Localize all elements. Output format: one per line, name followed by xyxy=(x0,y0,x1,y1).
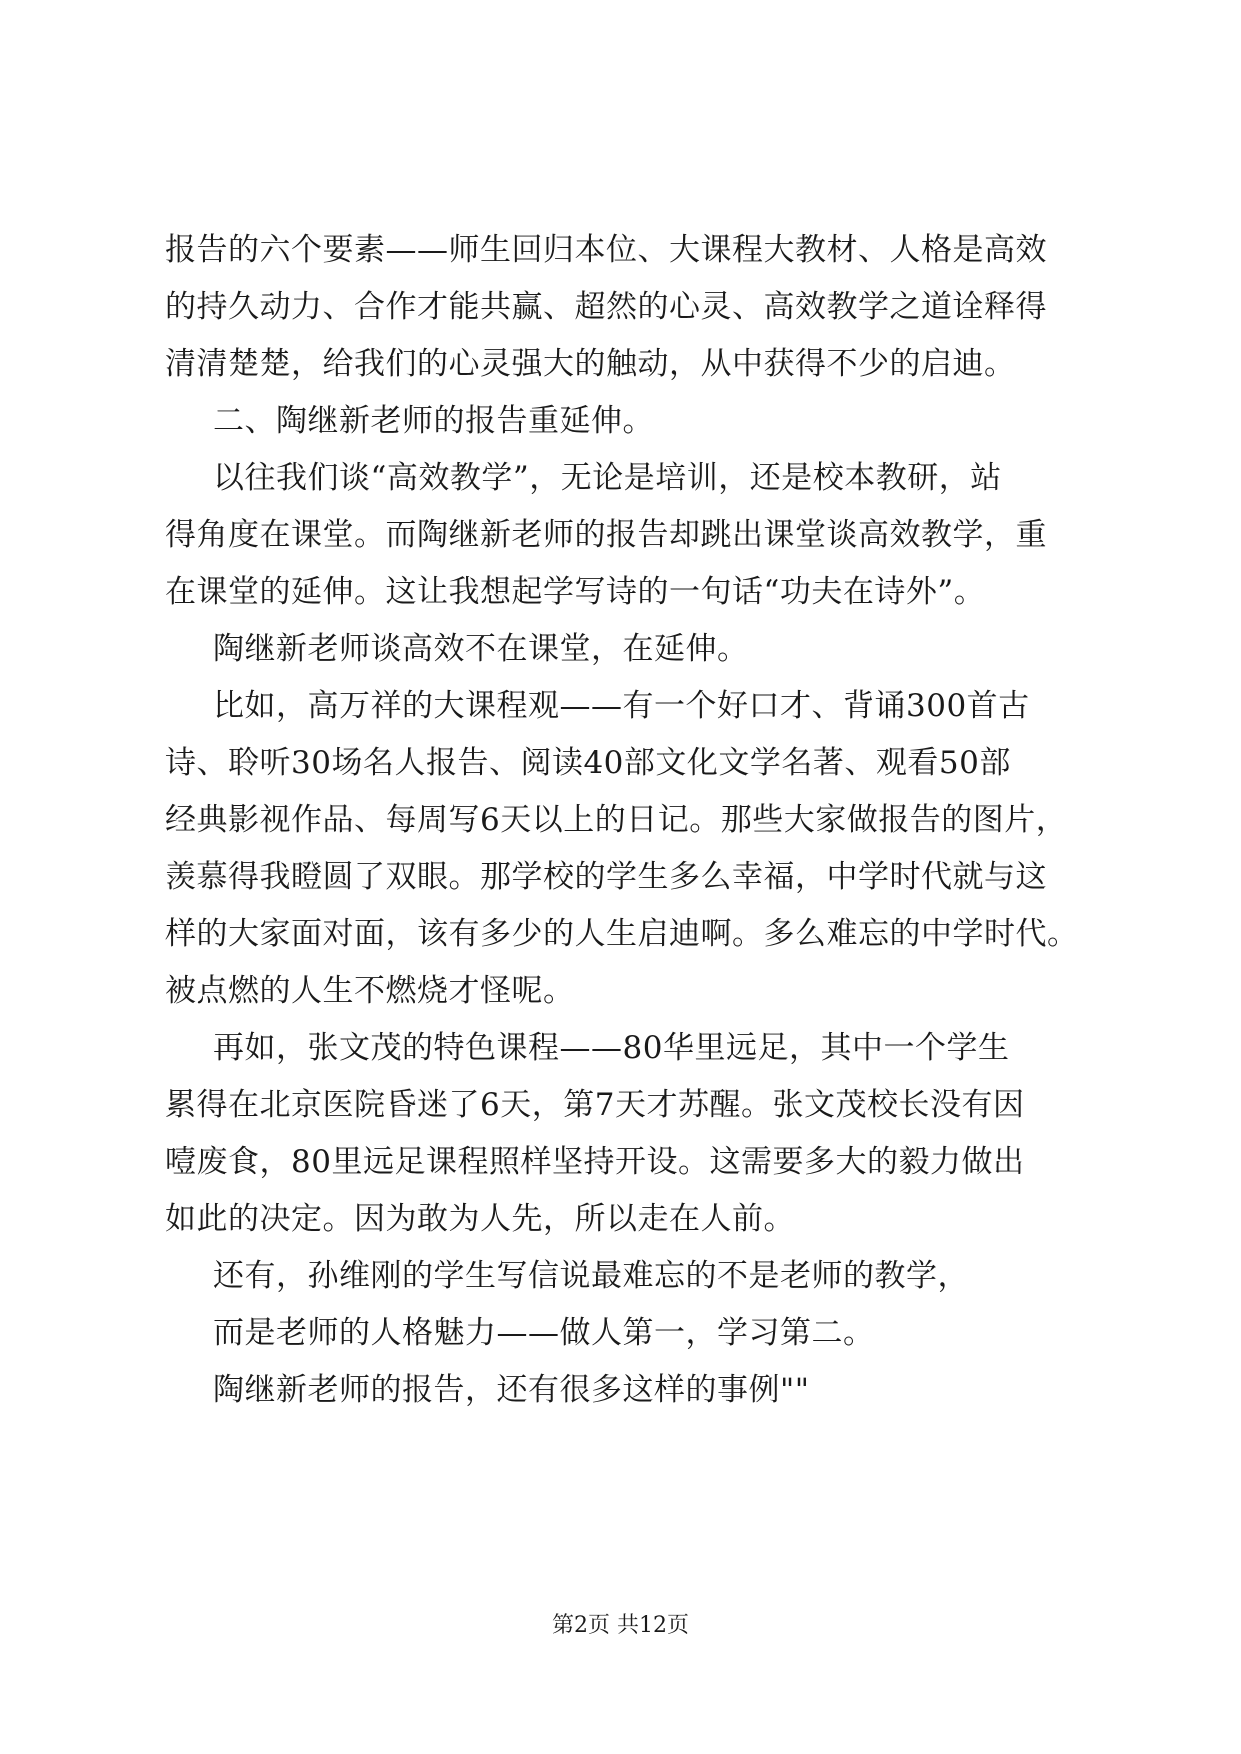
text-line-5: 以往我们谈“高效教学”，无论是培训，还是校本教研，站 xyxy=(213,460,1002,496)
text-line-11: 经典影视作品、每周写6天以上的日记。那些大家做报告的图片， xyxy=(165,802,1068,838)
text-line-1: 报告的六个要素——师生回归本位、大课程大教材、人格是高效 xyxy=(165,232,1047,268)
text-line-13: 样的大家面对面，该有多少的人生启迪啊。多么难忘的中学时代。 xyxy=(165,916,1079,952)
text-line-14: 被点燃的人生不燃烧才怪呢。 xyxy=(165,973,575,1009)
text-line-3: 清清楚楚，给我们的心灵强大的触动，从中获得不少的启迪。 xyxy=(165,346,1016,382)
page-number-footer: 第2页 共12页 xyxy=(552,1613,689,1638)
text-line-15: 再如，张文茂的特色课程——80华里远足，其中一个学生 xyxy=(213,1030,1010,1066)
text-line-7: 在课堂的延伸。这让我想起学写诗的一句话“功夫在诗外”。 xyxy=(165,574,986,610)
text-line-12: 羡慕得我瞪圆了双眼。那学校的学生多么幸福，中学时代就与这 xyxy=(165,859,1047,895)
text-line-21: 陶继新老师的报告，还有很多这样的事例"" xyxy=(213,1372,810,1408)
text-line-16: 累得在北京医院昏迷了6天，第7天才苏醒。张文茂校长没有因 xyxy=(165,1087,1025,1123)
text-line-8: 陶继新老师谈高效不在课堂，在延伸。 xyxy=(213,631,749,667)
text-line-20: 而是老师的人格魅力——做人第一，学习第二。 xyxy=(213,1315,875,1351)
text-line-18: 如此的决定。因为敢为人先，所以走在人前。 xyxy=(165,1201,795,1237)
text-line-17: 噎废食，80里远足课程照样坚持开设。这需要多大的毅力做出 xyxy=(165,1144,1025,1180)
text-line-19: 还有，孙维刚的学生写信说最难忘的不是老师的教学， xyxy=(213,1258,969,1294)
text-line-10: 诗、聆听30场名人报告、阅读40部文化文学名著、观看50部 xyxy=(165,745,1011,781)
text-line-2: 的持久动力、合作才能共赢、超然的心灵、高效教学之道诠释得 xyxy=(165,289,1047,325)
text-line-6: 得角度在课堂。而陶继新老师的报告却跳出课堂谈高效教学，重 xyxy=(165,517,1047,553)
section-heading: 二、陶继新老师的报告重延伸。 xyxy=(213,403,654,439)
text-line-9: 比如，高万祥的大课程观——有一个好口才、背诵300首古 xyxy=(213,688,1030,724)
